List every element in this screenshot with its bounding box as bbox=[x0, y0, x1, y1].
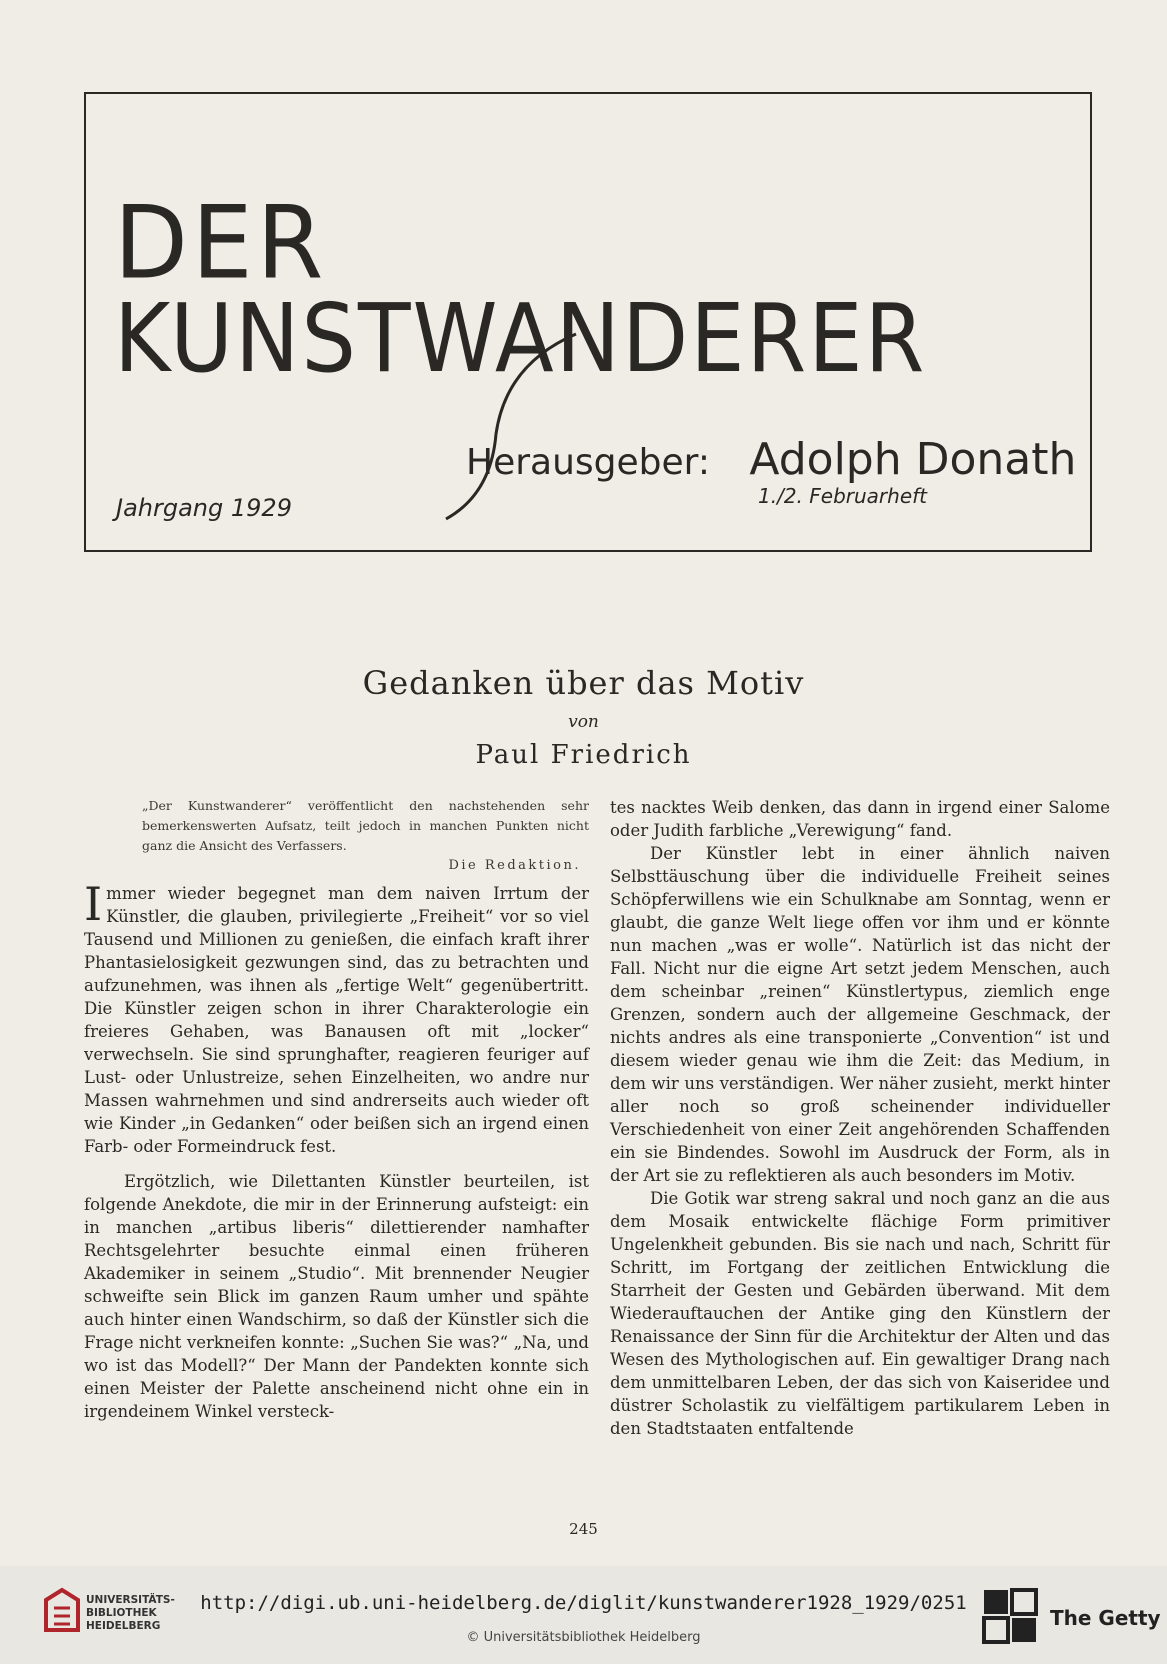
text-column-right bbox=[610, 796, 1110, 1440]
library-name-line2: BIBLIOTHEK bbox=[86, 1607, 157, 1619]
editor-signature: Die Redaktion. bbox=[448, 858, 581, 873]
getty-logo-icon bbox=[982, 1588, 1038, 1644]
article-author: Paul Friedrich bbox=[475, 740, 692, 770]
library-name-line3: HEIDELBERG bbox=[86, 1620, 161, 1632]
text-column-left bbox=[84, 796, 589, 1423]
page-number: 245 bbox=[569, 1520, 598, 1538]
digitization-url-link[interactable]: http://digi.ub.uni-heidelberg.de/diglit/kunstwanderer1928_1929/0251 bbox=[200, 1592, 967, 1614]
paragraph-2: Ergötzlich, wie Dilettanten Künstler beurteilen, ist folgende Anekdote, die mir in der Erinnerung aufsteigt: ein in manchen „artibus liberis“ dilettierender namhafter Rechtsgelehrter besuchte einmal einen früheren Akademiker in seinem „Studio“. Mit brennender Neugier schweifte sein Blick im ganzen Raum umher und spähte auch hinter einen Wandschirm, so daß der Künstler sich die Frage nicht verkneifen konnte: „Suchen Sie was?“ „Na, und wo ist das Modell?“ Der Mann der Pandekten konnte sich einen Meister der Palette anscheinend nicht ohne ein in irgendeinem Winkel versteck- bbox=[84, 1172, 589, 1421]
paragraph-4: Die Gotik war streng sakral und noch ganz an die aus dem Mosaik entwickelte flächige Form primitiver Ungelenkheit gebunden. Bis sie nach und nach, Schritt für Schritt, im Fortgang der zeitlichen Entwicklung die Starrheit der Gesten und Gebärden überwand. Mit dem Wiederauftauchen der Antike ging den Künstlern der Renaissance der Sinn für die Architektur der Alten und das Wesen des Mythologischen auf. Ein gewaltiger Drang nach dem unmittelbaren Leben, der das sich von Kaiseridee und düstrer Scholastik zu vielfältigem partikularem Leben in den Stadtstaaten entfaltende bbox=[610, 1189, 1110, 1438]
masthead-publisher bbox=[466, 434, 1076, 485]
paragraph-1 bbox=[84, 877, 589, 1158]
paragraph-1-text: mmer wieder begegnet man dem naiven Irrtum der Künstler, die glauben, privilegierte „Freiheit“ vor so viel Tausend und Millionen zu genießen, die einfach kraft ihrer Phantasielosigkeit gezwungen sind, das zu betrachten und aufzunehmen, was ihnen als „fertige Welt“ gegenübertritt. Die Künstler zeigen schon in ihrer Charakterologie ein freieres Gehaben, was Banausen oft mit „locker“ verwechseln. Sie sind sprunghafter, reagieren feuriger auf Lust- oder Unlustreize, sehen Einzelheiten, wo andre nur Massen wahrnehmen und sind andrerseits auch wieder oft wie Kinder „in Gedanken“ oder beißen sich an irgend einen Farb- oder Formeindruck fest. bbox=[84, 884, 589, 1156]
masthead-title-line1: DER bbox=[114, 184, 328, 302]
paragraph-2-continued: tes nacktes Weib denken, das dann in irgend einer Salome oder Judith farbliche „Verewigung“ fand. bbox=[610, 798, 1110, 840]
masthead-title-line2: KUNSTWANDERER bbox=[114, 284, 927, 394]
publisher-label: Herausgeber: bbox=[466, 442, 710, 483]
getty-name: The Getty bbox=[1050, 1606, 1161, 1630]
masthead-swash-ornament bbox=[436, 324, 596, 524]
paragraph-3: Der Künstler lebt in einer ähnlich naiven Selbsttäuschung über die individuelle Freiheit seines Schöpferwillens wie ein Schulknabe am Sonntag, wenn er glaubt, die ganze Welt liege offen vor ihm und er könnte nun machen „was er wolle“. Natürlich ist das nicht der Fall. Nicht nur die eigne Art setzt jedem Menschen, auch dem scheinbar „reinen“ Künstlertypus, ziemlich enge Grenzen, sondern auch der allgemeine Geschmack, der nichts andres als eine transponierte „Convention“ ist und diesem wieder genau wie ihm die Zeit: das Medium, in dem wir uns verständigen. Wer näher zusieht, merkt hinter aller noch so groß scheinender individueller Verschiedenheit von einer Zeit angehörenden Schaffenden ein sie Bindendes. Sowohl im Ausdruck der Form, als in der Art sie zu reflektieren als auch besonders im Motiv. bbox=[610, 844, 1110, 1185]
copyright-notice: © Universitätsbibliothek Heidelberg bbox=[466, 1630, 701, 1645]
editor-note: „Der Kunstwanderer“ veröffentlicht den nachstehenden sehr bemerkenswerten Aufsatz, teilt jedoch in manchen Punkten nicht ganz die Ansicht des Verfassers. bbox=[142, 798, 589, 853]
article-by: von bbox=[568, 712, 599, 732]
masthead-year: Jahrgang 1929 bbox=[116, 494, 292, 522]
article-title: Gedanken über das Motiv bbox=[362, 664, 805, 702]
footer-bar bbox=[0, 1566, 1167, 1664]
drop-cap: I bbox=[84, 877, 103, 931]
masthead-issue: 1./2. Februarheft bbox=[758, 484, 928, 508]
library-name-line1: UNIVERSITÄTS- bbox=[86, 1594, 175, 1606]
publisher-name: Adolph Donath bbox=[749, 434, 1077, 485]
masthead bbox=[84, 92, 1092, 552]
